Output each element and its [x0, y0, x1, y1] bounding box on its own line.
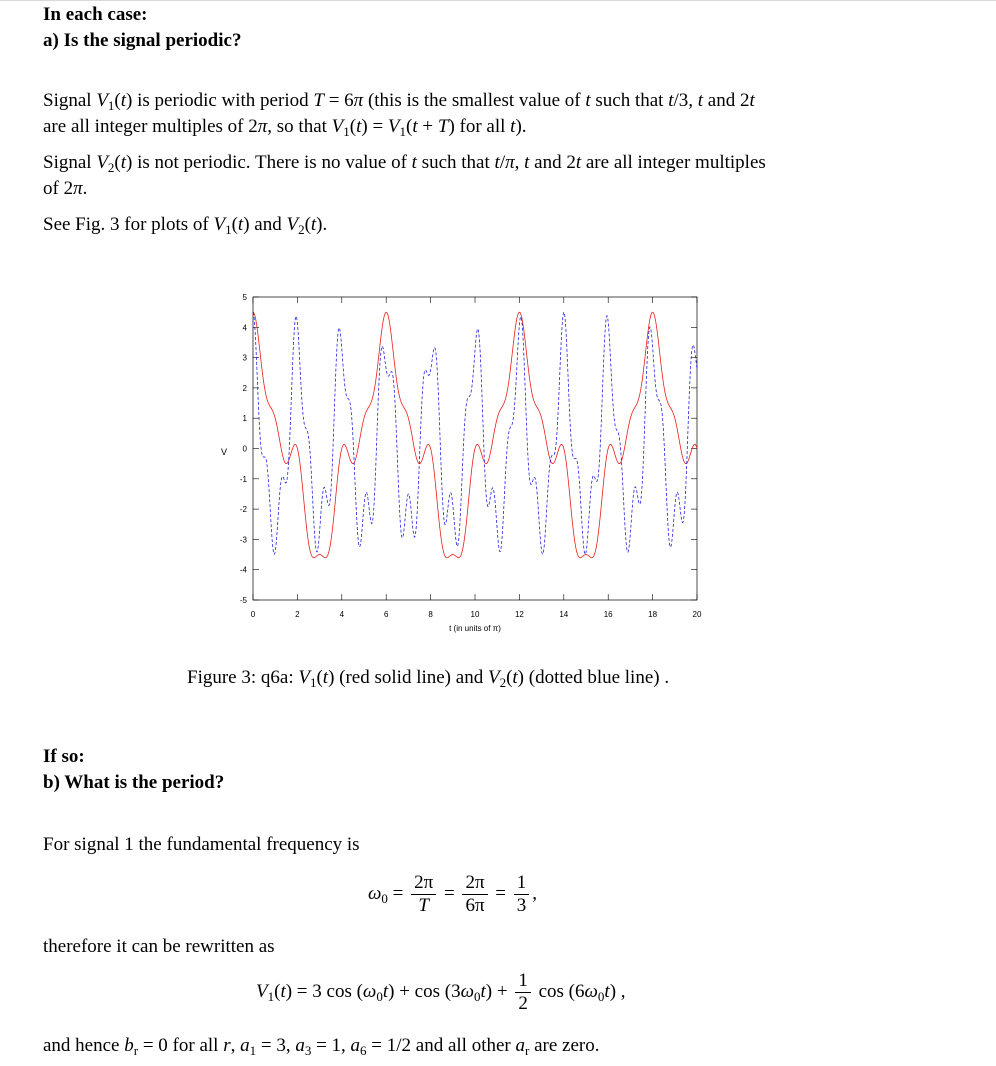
fraction-one-half: $\frac{1}{2}$ — [515, 970, 531, 1015]
y-tick-label: -4 — [239, 565, 247, 575]
equation-omega: $\omega_0$ = $\frac{2\pi}{T}$ = $\frac{2\pi}{6\pi}$ = $\frac{1}{3}$ , — [368, 872, 538, 916]
para1-line2: are all integer multiples of 2π, so that $V_1(t) = V_1(t + T)$ for all t). — [43, 116, 527, 139]
series-line-v1-red-solid — [253, 312, 697, 558]
x-tick-label: 20 — [692, 610, 702, 619]
y-tick-label: 4 — [242, 323, 247, 333]
y-tick-label: 2 — [242, 383, 247, 393]
x-tick-label: 2 — [295, 610, 300, 619]
section-b-heading — [43, 744, 943, 796]
y-tick-label: -3 — [239, 535, 247, 545]
x-tick-label: 0 — [250, 610, 256, 619]
paragraph-coefficients: and hence $b_r = 0$ for all r, $a_1 = 3$, $a_3 = 1$, $a_6 = 1/2$ and all other $a_r$ are zero. — [43, 1035, 600, 1058]
paragraph-rewritten: therefore it can be rewritten as — [43, 936, 275, 957]
fraction-2pi-over-6pi: $\frac{2\pi}{6\pi}$ — [462, 872, 487, 917]
x-tick-label: 16 — [603, 610, 613, 619]
fraction-one-third: $\frac{1}{3}$ — [514, 872, 530, 917]
para1-line1: Signal $V_1(t)$ is periodic with period T = 6π (this is the smallest value of t such that t/3, t and 2t — [43, 90, 755, 113]
y-tick-label: 0 — [242, 444, 247, 454]
x-tick-label: 12 — [514, 610, 524, 619]
equation-v1-fourier: $V_1(t) = 3$ $\cos (\omega_0t) + \cos (3\omega_0t)$ + $\frac{1}{2}$ $\cos (6\omega_0t)$ , — [256, 970, 626, 1014]
x-tick-label: 10 — [470, 610, 480, 619]
y-tick-label: 3 — [242, 353, 247, 363]
heading-in-each-case: In each case: — [43, 4, 148, 25]
y-tick-label: 1 — [242, 414, 247, 424]
paragraph-see-fig: See Fig. 3 for plots of $V_1(t)$ and $V_2(t)$. — [43, 214, 328, 237]
x-tick-label: 14 — [559, 610, 569, 619]
series-line-v2-blue-dotted — [253, 312, 697, 554]
paragraph-fundamental: For signal 1 the fundamental frequency is — [43, 834, 360, 855]
y-tick-label: -1 — [239, 474, 247, 484]
figure-caption: Figure 3: q6a: $V_1(t)$ (red solid line) and $V_2(t)$ (dotted blue line) . — [187, 667, 670, 690]
heading-if-so: If so: — [43, 746, 85, 767]
x-tick-label: 8 — [428, 610, 433, 619]
y-tick-label: -5 — [239, 596, 247, 605]
fraction-2pi-over-T: $\frac{2\pi}{T}$ — [411, 872, 436, 917]
y-axis-label: V — [220, 447, 228, 457]
para2-line2: of 2π. — [43, 178, 88, 199]
para2-line1: Signal $V_2(t)$ is not periodic. There is no value of t such that t/π, t and 2t are all integer multiples — [43, 152, 766, 175]
heading-question-b: b) What is the period? — [43, 772, 225, 793]
y-tick-label: 5 — [242, 293, 247, 302]
x-axis-label: t (in units of π) — [449, 624, 501, 633]
x-tick-label: 18 — [648, 610, 658, 619]
x-tick-label: 4 — [339, 610, 345, 619]
y-tick-label: -2 — [239, 505, 247, 515]
x-tick-label: 6 — [383, 610, 389, 619]
heading-question-a: a) Is the signal periodic? — [43, 30, 242, 51]
